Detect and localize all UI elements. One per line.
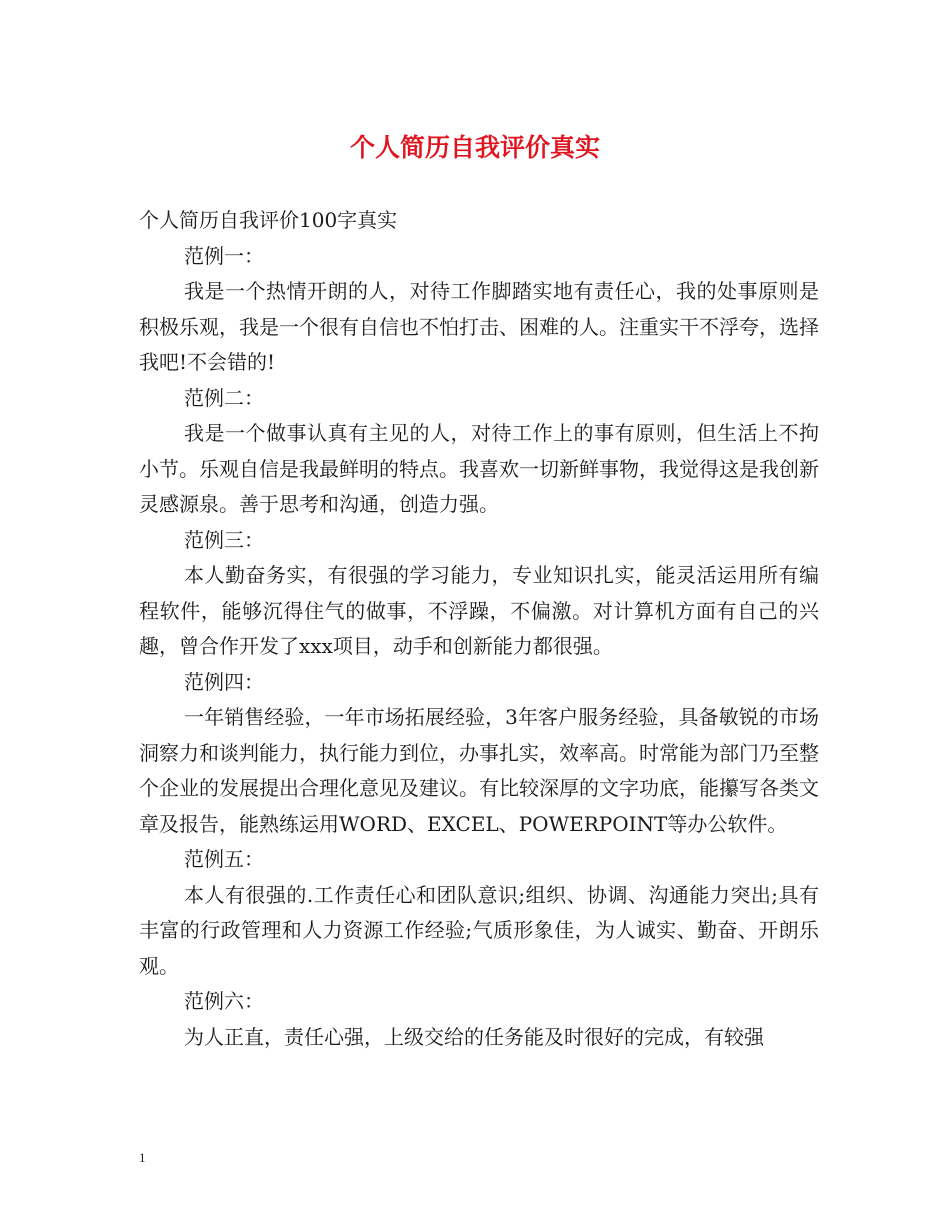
example-2-heading: 范例二：: [184, 385, 264, 410]
example-5-text: 本人有很强的.工作责任心和团队意识;组织、协调、沟通能力突出;具有丰富的行政管理和人力资源工作经验;气质形象佳，为人诚实、勤奋、开朗乐观。: [139, 882, 819, 978]
document-body: [139, 203, 819, 1055]
example-6-heading: 范例六：: [184, 989, 264, 1013]
example-2-text: 我是一个做事认真有主见的人，对待工作上的事有原则，但生活上不拘小节。乐观自信是我最鲜明的特点。我喜欢一切新鲜事物，我觉得这是我创新灵感源泉。善于思考和沟通，创造力强。: [139, 421, 819, 516]
example-4-text: 一年销售经验，一年市场拓展经验，3年客户服务经验，具备敏锐的市场洞察力和谈判能力，执行能力到位，办事扎实，效率高。时常能为部门乃至整个企业的发展提出合理化意见及建议。有比较深厚的文字功底，能攥写各类文章及报告，能熟练运用WORD、EXCEL、POWERPOINT等办公软件。: [139, 705, 819, 836]
example-4-heading: 范例四：: [184, 669, 264, 694]
example-1-heading: 范例一：: [184, 243, 264, 268]
example-5-heading: 范例五：: [184, 847, 264, 871]
example-6-text: 为人正直，责任心强，上级交给的任务能及时很好的完成，有较强: [184, 1024, 764, 1049]
page-number: 1: [139, 1150, 146, 1165]
document-subtitle: 个人简历自我评价100字真实: [139, 208, 398, 232]
document-title: 个人简历自我评价真实: [349, 133, 600, 162]
example-1-text: 我是一个热情开朗的人，对待工作脚踏实地有责任心，我的处事原则是积极乐观，我是一个很有自信也不怕打击、困难的人。注重实干不浮夸，选择我吧!不会错的!: [139, 279, 819, 374]
example-3-text: 本人勤奋务实，有很强的学习能力，专业知识扎实，能灵活运用所有编程软件，能够沉得住气的做事，不浮躁，不偏激。对计算机方面有自己的兴趣，曾合作开发了xxx项目，动手和创新能力都很强。: [139, 563, 819, 658]
example-3-heading: 范例三：: [184, 527, 264, 552]
